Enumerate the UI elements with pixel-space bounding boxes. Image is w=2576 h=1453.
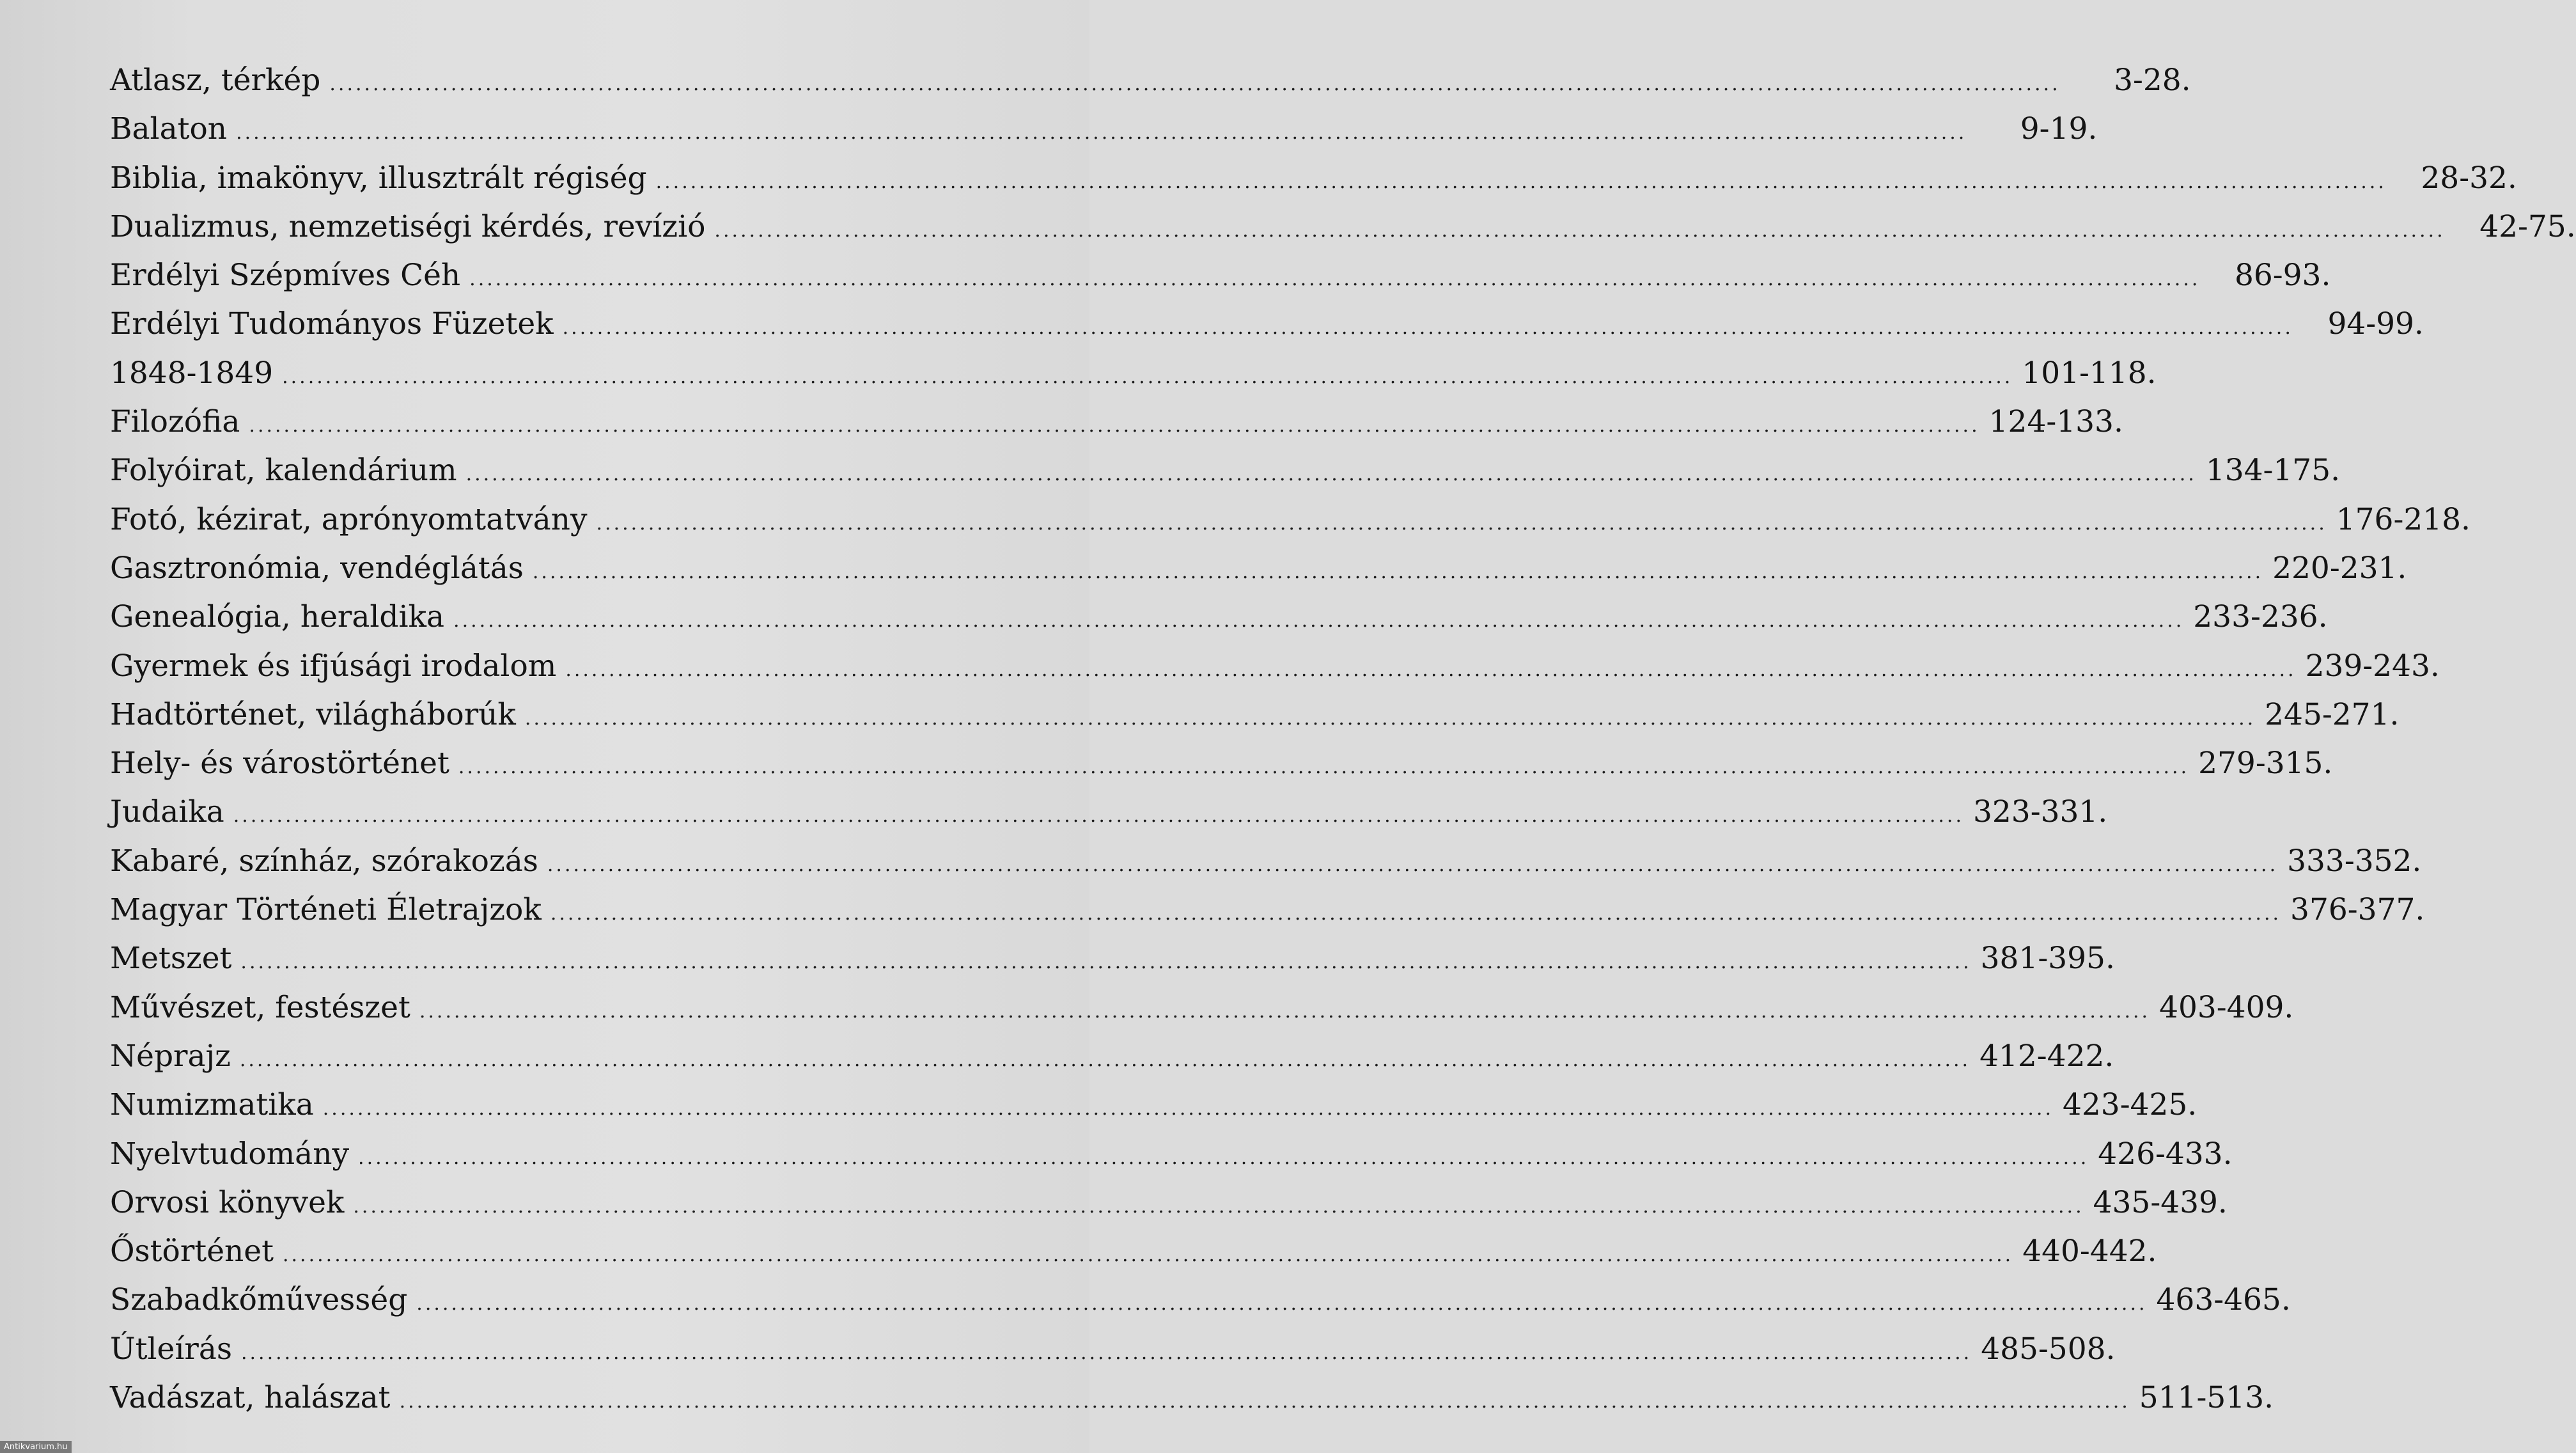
- toc-entry-label: Metszet: [110, 941, 232, 977]
- toc-entry-label: Filozófia: [110, 404, 240, 440]
- toc-entry-pages: 440-442.: [2022, 1234, 2157, 1269]
- dot-leader: ........................................................................................................................................................................................................: [465, 463, 2197, 486]
- table-of-contents: [110, 56, 2576, 1422]
- toc-entry-label: Judaika: [110, 794, 224, 830]
- toc-entry: [110, 300, 2424, 349]
- dot-leader: ........................................................................................................................................................................................................: [562, 317, 2293, 340]
- toc-entry-pages: 435-439.: [2093, 1184, 2228, 1220]
- toc-entry: [110, 251, 2331, 300]
- toc-entry-pages: 101-118.: [2022, 355, 2157, 391]
- toc-entry-label: Vadászat, halászat: [110, 1380, 391, 1416]
- dot-leader: ........................................................................................................................................................................................................: [353, 1195, 2084, 1218]
- watermark: Antikvarium.hu: [0, 1441, 72, 1453]
- dot-leader: ........................................................................................................................................................................................................: [714, 219, 2446, 242]
- toc-entry: [110, 1081, 2197, 1129]
- dot-leader: ........................................................................................................................................................................................................: [240, 951, 1972, 974]
- toc-entry-pages: 426-433.: [2098, 1136, 2233, 1172]
- dot-leader: ........................................................................................................................................................................................................: [453, 609, 2185, 632]
- toc-entry-pages: 403-409.: [2159, 989, 2294, 1025]
- toc-entry-label: 1848-1849: [110, 355, 274, 391]
- toc-entry: [110, 446, 2341, 495]
- toc-entry-label: Orvosi könyvek: [110, 1184, 345, 1220]
- dot-leader: ........................................................................................................................................................................................................: [240, 1341, 1972, 1364]
- toc-entry: [110, 934, 2115, 983]
- dot-leader: ........................................................................................................................................................................................................: [249, 414, 1980, 437]
- toc-entry-pages: 3-28.: [2114, 63, 2191, 98]
- toc-entry-label: Nyelvtudomány: [110, 1136, 350, 1172]
- toc-entry: [110, 105, 2098, 153]
- toc-entry: [110, 1374, 2274, 1422]
- toc-entry-label: Atlasz, térkép: [110, 63, 321, 98]
- toc-entry: [110, 593, 2328, 641]
- toc-entry-pages: 233-236.: [2193, 599, 2328, 635]
- toc-entry-label: Biblia, imakönyv, illusztrált régiség: [110, 160, 647, 196]
- toc-entry-pages: 333-352.: [2287, 843, 2422, 879]
- dot-leader: ........................................................................................................................................................................................................: [416, 1292, 2148, 1316]
- toc-entry-pages: 423-425.: [2063, 1087, 2197, 1123]
- dot-leader: ........................................................................................................................................................................................................: [322, 1097, 2054, 1120]
- toc-entry: [110, 837, 2422, 886]
- toc-entry-pages: 376-377.: [2290, 892, 2425, 928]
- toc-entry-label: Fotó, kézirat, aprónyomtatvány: [110, 501, 588, 537]
- dot-leader: ........................................................................................................................................................................................................: [469, 268, 2201, 291]
- toc-entry-pages: 412-422.: [1979, 1038, 2114, 1074]
- toc-entry-pages: 86-93.: [2234, 258, 2331, 294]
- toc-entry-label: Hely- és várostörténet: [110, 746, 449, 781]
- toc-entry: [110, 203, 2576, 251]
- toc-entry: [110, 691, 2400, 739]
- dot-leader: ........................................................................................................................................................................................................: [458, 756, 2190, 779]
- toc-entry: [110, 1227, 2157, 1276]
- toc-entry-pages: 381-395.: [1980, 941, 2115, 977]
- toc-entry: [110, 788, 2108, 836]
- toc-entry: [110, 1179, 2228, 1227]
- toc-entry: [110, 886, 2425, 934]
- toc-entry: [110, 1276, 2291, 1324]
- toc-entry-label: Kabaré, színház, szórakozás: [110, 843, 538, 879]
- toc-entry-label: Magyar Történeti Életrajzok: [110, 892, 542, 928]
- toc-entry-label: Hadtörténet, világháborúk: [110, 696, 516, 732]
- toc-entry-label: Őstörténet: [110, 1234, 274, 1269]
- toc-entry-pages: 323-331.: [1973, 794, 2108, 830]
- dot-leader: ........................................................................................................................................................................................................: [233, 805, 1964, 828]
- toc-entry-label: Genealógia, heraldika: [110, 599, 445, 635]
- toc-entry-pages: 485-508.: [1981, 1331, 2116, 1367]
- toc-entry-pages: 28-32.: [2421, 160, 2517, 196]
- toc-entry: [110, 56, 2191, 105]
- toc-entry: [110, 349, 2157, 398]
- toc-entry-pages: 9-19.: [2020, 111, 2098, 147]
- dot-leader: ........................................................................................................................................................................................................: [236, 122, 1967, 145]
- toc-entry-label: Dualizmus, nemzetiségi kérdés, revízió: [110, 208, 706, 244]
- toc-entry: [110, 1325, 2116, 1374]
- toc-entry: [110, 544, 2407, 593]
- toc-entry: [110, 984, 2294, 1032]
- toc-entry: [110, 1032, 2114, 1081]
- toc-entry-label: Gasztronómia, vendéglátás: [110, 550, 524, 586]
- toc-entry: [110, 739, 2333, 788]
- toc-entry: [110, 642, 2440, 691]
- toc-entry-pages: 511-513.: [2139, 1380, 2274, 1416]
- dot-leader: ........................................................................................................................................................................................................: [565, 658, 2297, 681]
- dot-leader: ........................................................................................................................................................................................................: [399, 1390, 2130, 1413]
- toc-entry-label: Szabadkőművesség: [110, 1282, 408, 1318]
- toc-entry-pages: 239-243.: [2305, 648, 2440, 684]
- toc-entry: [110, 398, 2123, 446]
- toc-entry-pages: 279-315.: [2198, 746, 2333, 781]
- toc-entry-label: Útleírás: [110, 1331, 232, 1367]
- toc-entry: [110, 1130, 2233, 1179]
- dot-leader: ........................................................................................................................................................................................................: [419, 1000, 2151, 1023]
- dot-leader: ........................................................................................................................................................................................................: [282, 1244, 2014, 1267]
- toc-entry-label: Művészet, festészet: [110, 989, 410, 1025]
- toc-entry-label: Erdélyi Szépmíves Céh: [110, 258, 461, 294]
- dot-leader: ........................................................................................................................................................................................................: [329, 73, 2061, 95]
- toc-entry: [110, 154, 2517, 203]
- toc-entry-pages: 220-231.: [2272, 550, 2407, 586]
- toc-entry-label: Erdélyi Tudományos Füzetek: [110, 306, 554, 342]
- toc-entry: [110, 496, 2471, 544]
- toc-entry-label: Balaton: [110, 111, 228, 147]
- dot-leader: ........................................................................................................................................................................................................: [524, 707, 2256, 730]
- toc-entry-pages: 94-99.: [2327, 306, 2424, 342]
- toc-entry-pages: 134-175.: [2205, 453, 2341, 489]
- toc-entry-pages: 42-75.: [2479, 208, 2576, 244]
- dot-leader: ........................................................................................................................................................................................................: [532, 560, 2264, 583]
- toc-entry-label: Gyermek és ifjúsági irodalom: [110, 648, 557, 684]
- dot-leader: ........................................................................................................................................................................................................: [550, 902, 2282, 925]
- toc-entry-pages: 463-465.: [2156, 1282, 2291, 1318]
- toc-entry-label: Folyóirat, kalendárium: [110, 453, 457, 489]
- dot-leader: ........................................................................................................................................................................................................: [282, 365, 2013, 388]
- toc-entry-label: Numizmatika: [110, 1087, 314, 1123]
- toc-entry-pages: 176-218.: [2336, 501, 2471, 537]
- dot-leader: ........................................................................................................................................................................................................: [239, 1048, 1971, 1071]
- dot-leader: ........................................................................................................................................................................................................: [547, 853, 2279, 876]
- dot-leader: ........................................................................................................................................................................................................: [655, 170, 2387, 193]
- dot-leader: ........................................................................................................................................................................................................: [596, 512, 2327, 535]
- toc-entry-pages: 124-133.: [1988, 404, 2123, 440]
- dot-leader: ........................................................................................................................................................................................................: [358, 1146, 2089, 1169]
- toc-entry-label: Néprajz: [110, 1038, 231, 1074]
- toc-entry-pages: 245-271.: [2265, 696, 2400, 732]
